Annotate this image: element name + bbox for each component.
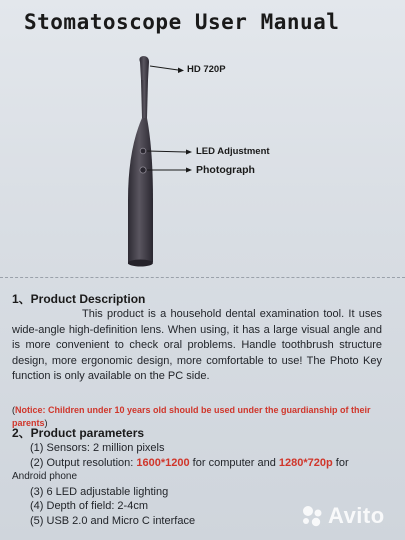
section-divider — [0, 277, 405, 278]
section2-heading: 2、Product parameters — [12, 426, 145, 440]
callout-led: LED Adjustment — [196, 146, 270, 157]
callout-photo: Photograph — [196, 164, 255, 176]
page-title: Stomatoscope User Manual — [24, 10, 340, 34]
callout-line-led — [147, 151, 186, 152]
param-depth: (4) Depth of field: 2-4cm — [30, 500, 148, 512]
param-resolution-wrap: Android phone — [12, 471, 78, 482]
avito-dots-icon — [300, 505, 324, 527]
param-lighting: (3) 6 LED adjustable lighting — [30, 485, 169, 498]
avito-wordmark: Avito — [328, 503, 385, 528]
callout-camera: HD 720P — [187, 64, 226, 75]
avito-watermark — [300, 503, 385, 529]
section1-heading: 1、Product Description — [12, 292, 146, 306]
param-resolution: (2) Output resolution: 1600*1200 for computer and 1280*720p for — [30, 456, 349, 469]
product-description: This product is a household dental examination tool. It uses wide-angle high-definition lens. When using, it has a large visual angle and is more convenient to check oral problems. Handle toothbrush structure design, more ergonomic design, more comfortable to use! The Photo Key function is only available on the PC side. — [12, 308, 382, 382]
callout-line-camera — [150, 66, 178, 70]
param-interface: (5) USB 2.0 and Micro C interface — [30, 514, 196, 527]
param-sensors: (1) Sensors: 2 million pixels — [30, 442, 165, 454]
notice: (Notice: Children under 10 years old should be used under the guardianship of their parents) — [12, 405, 371, 428]
